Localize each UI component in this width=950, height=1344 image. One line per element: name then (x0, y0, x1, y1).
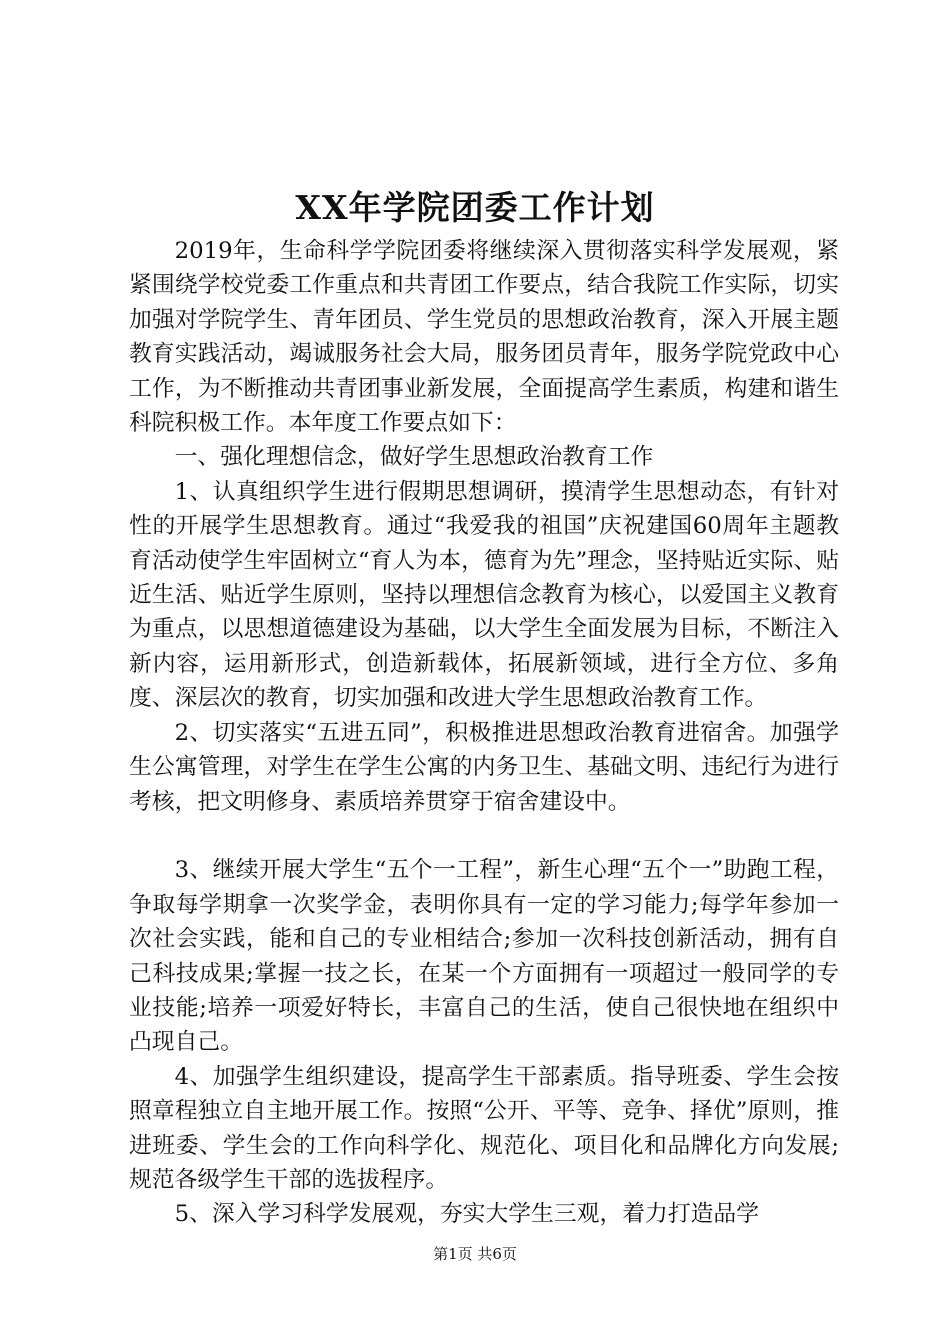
document-body (129, 234, 839, 1232)
paragraph-item-3: 3、继续开展大学生“五个一工程”，新生心理“五个一”助跑工程，争取每学期拿一次奖学金，表明你具有一定的学习能力;每学年参加一次社会实践，能和自己的专业相结合;参加一次科技创新活动，拥有自己科技成果;掌握一技之长，在某一个方面拥有一项超过一般同学的专业技能;培养一项爱好特长，丰富自己的生活，使自己很快地在组织中凸现自己。 (129, 857, 839, 1056)
page-footer: 第1页 共6页 (433, 1245, 517, 1263)
section-heading: 一、强化理想信念，做好学生思想政治教育工作 (174, 444, 654, 471)
document-title: XX年学院团委工作计划 (295, 188, 655, 227)
paragraph-item-1: 1、认真组织学生进行假期思想调研，摸清学生思想动态，有针对性的开展学生思想教育。通过“我爱我的祖国”庆祝建国60周年主题教育活动使学生牢固树立“育人为本，德育为先”理念，坚持贴近实际、贴近生活、贴近学生原则，坚持以理想信念教育为核心，以爱国主义教育为重点，以思想道德建设为基础，以大学生全面发展为目标，不断注入新内容，运用新形式，创造新载体，拓展新领域，进行全方位、多角度、深层次的教育，切实加强和改进大学生思想政治教育工作。 (129, 478, 839, 712)
paragraph-item-4: 4、加强学生组织建设，提高学生干部素质。指导班委、学生会按照章程独立自主地开展工作。按照“公开、平等、竞争、择优”原则，推进班委、学生会的工作向科学化、规范化、项目化和品牌化方向发展;规范各级学生干部的选拔程序。 (129, 1063, 839, 1193)
paragraph-item-5: 5、深入学习科学发展观，夯实大学生三观，着力打造品学 (174, 1201, 760, 1228)
paragraph-item-2: 2、切实落实“五进五同”，积极推进思想政治教育进宿舍。加强学生公寓管理，对学生在学生公寓的内务卫生、基础文明、违纪行为进行考核，把文明修身、素质培养贯穿于宿舍建设中。 (129, 719, 839, 815)
paragraph-intro: 2019年，生命科学学院团委将继续深入贯彻落实科学发展观，紧紧围绕学校党委工作重点和共青团工作要点，结合我院工作实际，切实加强对学院学生、青年团员、学生党员的思想政治教育，深入开展主题教育实践活动，竭诚服务社会大局，服务团员青年，服务学院党政中心工作，为不断推动共青团事业新发展，全面提高学生素质，构建和谐生科院积极工作。本年度工作要点如下： (129, 238, 839, 437)
